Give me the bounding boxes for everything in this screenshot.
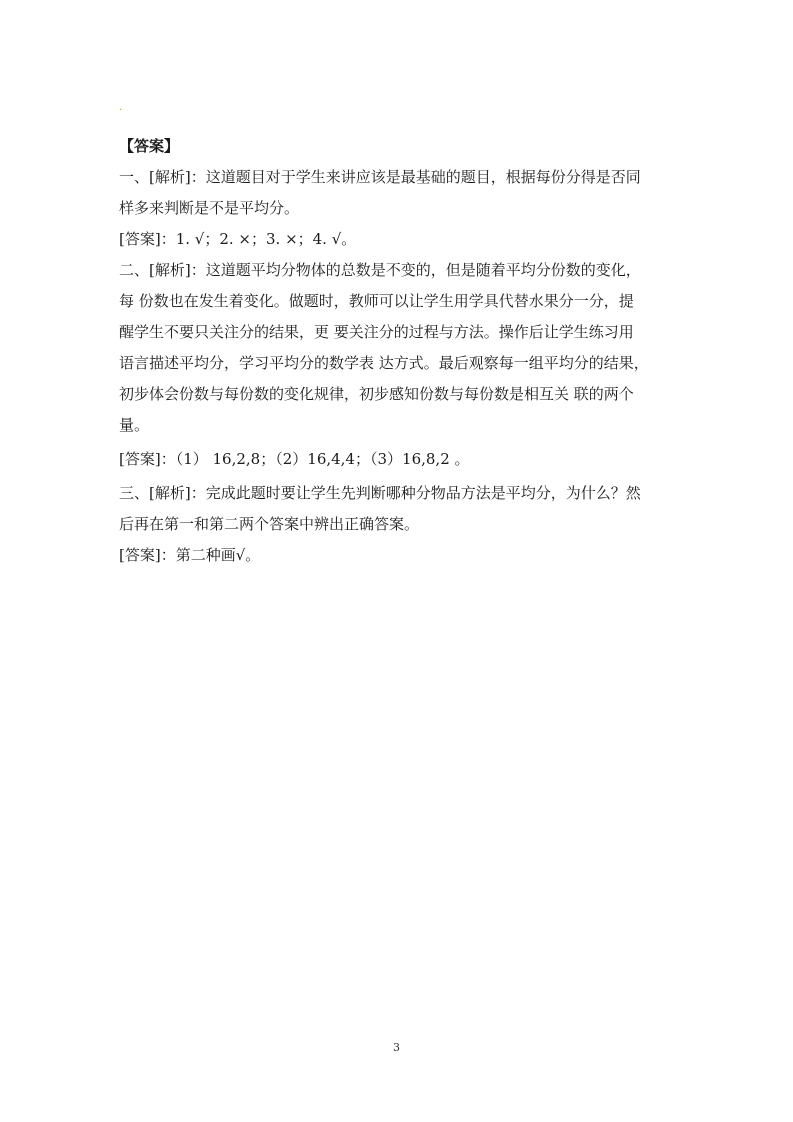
section-2-line-3: 醒学生不要只关注分的结果，更 要关注分的过程与方法。操作后让学生练习用 [119,323,634,341]
answer-content [119,131,679,571]
section-2-line-2: 每 份数也在发生着变化。做题时，教师可以让学生用学具代替水果分一分，提 [119,292,634,310]
marker-dot: · [119,105,123,116]
section-2-line-4: 语言描述平均分，学习平均分的数学表 达方式。最后观察每一组平均分的结果， [119,354,649,372]
page-number: 3 [393,1041,400,1054]
answer-heading: 【答案】 [119,137,180,155]
section-1-line-1: 一、[解析]：这道题目对于学生来讲应该是最基础的题目，根据每份分得是否同 [119,168,641,186]
section-1-line-2: 样多来判断是不是平均分。 [119,199,300,217]
section-2-line-1: 二、[解析]：这道题平均分物体的总数是不变的，但是随着平均分份数的变化， [119,261,641,279]
section-1-answer: [答案]：1. √；2. ×；3. ×；4. √。 [119,230,357,248]
section-3-line-1: 三、[解析]：完成此题时要让学生先判断哪种分物品方法是平均分，为什么？然 [119,484,641,502]
section-3-answer: [答案]：第二种画√。 [119,546,261,564]
section-2-line-5: 初步体会份数与每份数的变化规律，初步感知份数与每份数是相互关 联的两个 [119,385,634,403]
section-3-line-2: 后再在第一和第二两个答案中辨出正确答案。 [119,515,420,533]
section-2-answer: [答案]：（1） 16,2,8；（2）16,4,4；（3）16,8,2 。 [119,450,470,468]
section-2-line-6: 量。 [119,416,150,434]
